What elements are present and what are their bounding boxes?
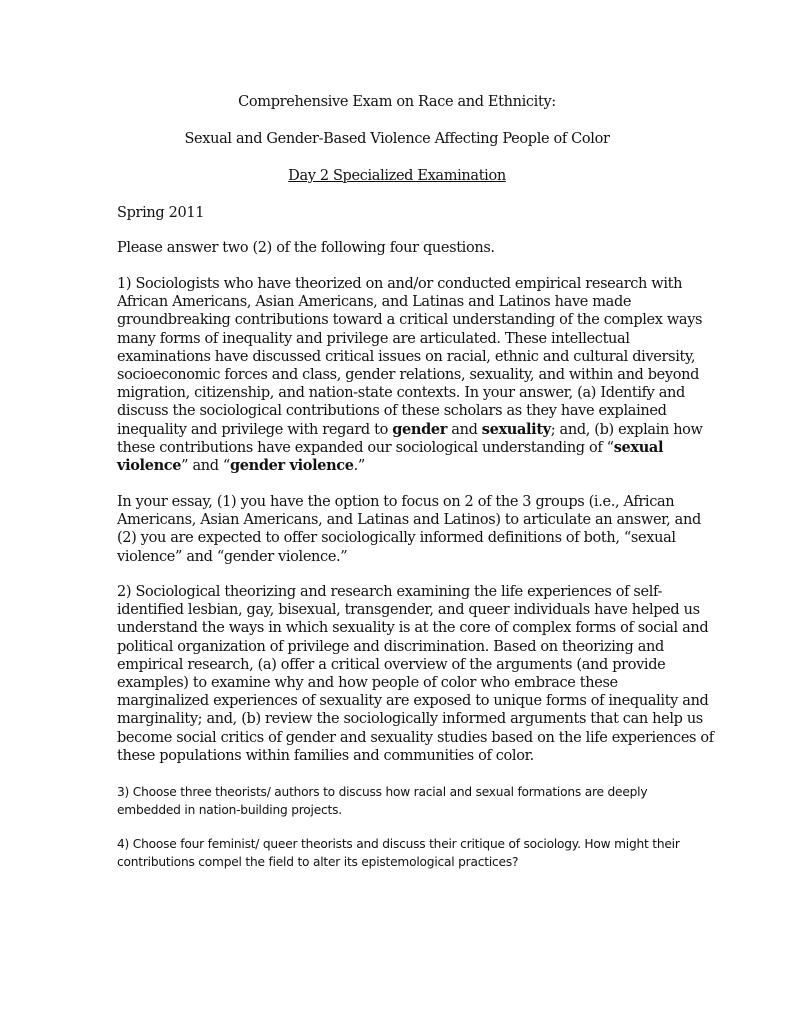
- question-2-line: understand the ways in which sexuality is at the core of complex forms of social and: [117, 620, 709, 637]
- question-2-line: political organization of privilege and discrimination. Based on theorizing and: [117, 638, 664, 655]
- exam-title: Comprehensive Exam on Race and Ethnicity:: [238, 94, 556, 110]
- question-1-line: examinations have discussed critical issues on racial, ethnic and cultural diversity,: [117, 348, 696, 365]
- question-2: [117, 583, 714, 765]
- question-1-line: socioeconomic forces and class, gender relations, sexuality, and within and beyond: [117, 367, 700, 384]
- question-3-line: 3) Choose three theorists/ authors to discuss how racial and sexual formations are deeply: [117, 785, 648, 799]
- question-1-text: these contributions have expanded our sociological understanding of “: [117, 439, 614, 456]
- question-2-line: identified lesbian, gay, bisexual, transgender, and queer individuals have helped us: [117, 602, 700, 619]
- question-4-line: 4) Choose four feminist/ queer theorists and discuss their critique of sociology. How might their: [117, 837, 680, 851]
- emphasis-sexual: sexual: [613, 438, 664, 456]
- question-1-line: [117, 439, 703, 457]
- exam-subtitle: Sexual and Gender-Based Violence Affecting People of Color: [184, 131, 610, 147]
- question-4-line: contributions compel the field to alter its epistemological practices?: [117, 854, 519, 869]
- question-1-text: .”: [353, 458, 365, 475]
- question-1-note-line: Americans, Asian Americans, and Latinas and Latinos) to articulate an answer, and: [117, 512, 701, 529]
- question-1-text: ” and “: [181, 458, 231, 475]
- question-1-note-line: In your essay, (1) you have the option to focus on 2 of the 3 groups (i.e., African: [117, 494, 675, 510]
- question-2-line: examples) to examine why and how people of color who embrace these: [117, 675, 618, 692]
- question-2-line: these populations within families and communities of color.: [117, 747, 534, 764]
- question-1-note-line: (2) you are expected to offer sociologically informed definitions of both, “sexual: [117, 530, 676, 547]
- exam-instructions: Please answer two (2) of the following four questions.: [117, 240, 495, 256]
- question-2-line: empirical research, (a) offer a critical overview of the arguments (and provide: [117, 656, 666, 673]
- question-1-text: and: [447, 421, 482, 438]
- emphasis-gender-violence: gender violence: [230, 457, 354, 475]
- exam-day-text: Day 2 Specialized Examination: [288, 168, 506, 184]
- question-2-line: become social critics of gender and sexuality studies based on the life experiences of: [117, 729, 714, 746]
- question-1-line: 1) Sociologists who have theorized on and/or conducted empirical research with: [117, 276, 683, 292]
- question-3-line: embedded in nation-building projects.: [117, 802, 342, 817]
- emphasis-sexuality: sexuality: [481, 420, 551, 438]
- question-1-line: discuss the sociological contributions of these scholars as they have explained: [117, 403, 667, 420]
- question-1-line: [117, 421, 703, 439]
- question-2-line: 2) Sociological theorizing and research examining the life experiences of self-: [117, 584, 663, 600]
- question-3: [117, 784, 647, 819]
- question-1-text: ; and, (b) explain how: [550, 421, 703, 438]
- emphasis-violence: violence: [117, 457, 182, 475]
- question-1-line: many forms of inequality and privilege are articulated. These intellectual: [117, 330, 630, 347]
- question-1-line: groundbreaking contributions toward a critical understanding of the complex ways: [117, 312, 703, 329]
- question-1-line: [117, 457, 703, 475]
- emphasis-gender: gender: [392, 420, 448, 438]
- exam-term: Spring 2011: [117, 205, 205, 221]
- question-1-note: [117, 493, 701, 566]
- question-2-line: marginalized experiences of sexuality are exposed to unique forms of inequality and: [117, 693, 709, 710]
- question-1-note-line: violence” and “gender violence.”: [117, 548, 348, 565]
- question-4: [117, 836, 680, 871]
- question-2-line: marginality; and, (b) review the sociologically informed arguments that can help us: [117, 711, 703, 728]
- question-1-text: inequality and privilege with regard to: [117, 421, 393, 438]
- question-1-line: African Americans, Asian Americans, and Latinas and Latinos have made: [117, 294, 632, 311]
- question-1-line: migration, citizenship, and nation-state contexts. In your answer, (a) Identify and: [117, 385, 685, 402]
- question-1: [117, 275, 703, 475]
- exam-day-heading: [117, 167, 677, 185]
